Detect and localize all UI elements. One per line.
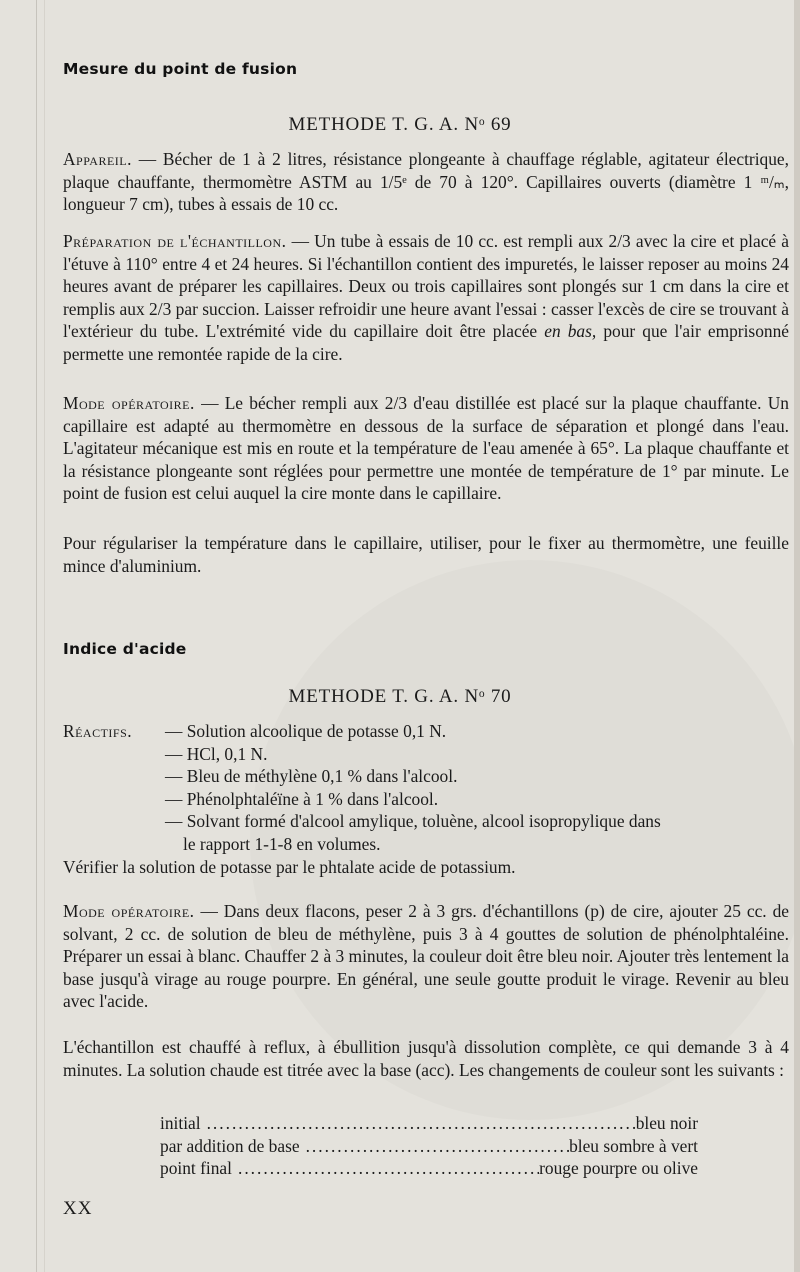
color-stage: par addition de base	[160, 1135, 300, 1156]
paragraph-label: Mode opératoire.	[63, 393, 195, 413]
paragraph-verifier	[63, 856, 789, 879]
list-item: — Solvant formé d'alcool amylique, toluène, alcool isopropylique dans	[165, 811, 661, 832]
table-row	[160, 1112, 698, 1135]
paragraph-mode-operatoire-2	[63, 900, 789, 1013]
leader-dots	[201, 1112, 636, 1135]
table-row	[160, 1157, 698, 1180]
list-item-continuation: le rapport 1-1-8 en volumes.	[183, 833, 381, 854]
method-title-69: METHODE T. G. A. Nᵒ 69	[288, 114, 512, 135]
page-edge	[794, 0, 800, 1272]
paragraph-text: — Bécher de 1 à 2 litres, résistance plongeante à chauffage réglable, agitateur électrique, plaque chauffante, thermomètre ASTM au 1/5ᵉ de 70 à 120°. Capillaires ouverts (diamètre 1 ᵐ/ₘ, longueur 7 cm), tubes à essais de 10 cc.	[63, 149, 789, 215]
color-stage: initial	[160, 1113, 201, 1133]
paragraph-text: — Un tube à essais de 10 cc. est rempli aux 2/3 avec la cire et placé à l'étuve à 110° entre 4 et 24 heures. Si l'échantillon contient des impuretés, le laisser reposer au moins 24 heures avant de préparer les capillaires. Deux ou trois capillaires sont plongés sur 1 cm dans la cire et remplis aux 2/3 par succion. Laisser refroidir une heure avant l'essai : casser l'excès de cire se trouvant à l'extérieur du tube. L'extrémité vide du capillaire doit être placée	[63, 231, 790, 342]
margin-rule	[44, 0, 45, 1272]
paragraph-text: L'échantillon est chauffé à reflux, à ébullition jusqu'à dissolution complète, ce qui demande 3 à 4 minutes. La solution chaude est titrée avec la base (acc). Les changements de couleur sont les suivants :	[63, 1037, 789, 1080]
section-heading-fusion: Mesure du point de fusion	[63, 60, 298, 78]
list-item: — HCl, 0,1 N.	[165, 743, 268, 764]
list-item: Réactifs. — Solution alcoolique de potasse 0,1 N.	[63, 721, 447, 741]
paragraph-text: pour que l'air emprisonné permette une remontée rapide de la cire.	[63, 321, 789, 364]
paragraph-text: Pour régulariser la température dans le capillaire, utiliser, pour le fixer au thermomètre, une feuille mince d'aluminium.	[63, 533, 789, 576]
margin-rule	[36, 0, 37, 1272]
paragraph-regulariser	[63, 532, 789, 577]
paragraph-label: Mode opératoire.	[63, 901, 195, 921]
paragraph-text: — Le bécher rempli aux 2/3 d'eau distillée est placé sur la plaque chauffante. Un capillaire est adapté au thermomètre en dessous de la surface de séparation et plongé dans l'eau. L'agitateur mécanique est mis en route et la température de l'eau amenée à 65°. La plaque chauffante et la résistance plongeante sont réglées pour permettre une montée de température de 1° par minute. Le point de fusion est celui auquel la cire monte dans le capillaire.	[63, 393, 789, 504]
paragraph-mode-operatoire	[63, 392, 789, 505]
method-title-70: METHODE T. G. A. Nᵒ 70	[288, 686, 512, 707]
reactifs-label: Réactifs.	[63, 721, 133, 741]
paragraph-preparation	[63, 230, 789, 366]
color-value: bleu sombre à vert	[569, 1135, 698, 1156]
color-stage: point final	[160, 1158, 232, 1179]
color-change-table	[160, 1112, 698, 1180]
leader-dots	[300, 1135, 570, 1158]
list-item: — Phénolphtaléïne à 1 % dans l'alcool.	[165, 788, 439, 809]
leader-dots	[232, 1157, 539, 1180]
paragraph-emphasis: en bas,	[544, 321, 597, 342]
section-heading-acide: Indice d'acide	[63, 640, 187, 658]
list-item: — Bleu de méthylène 0,1 % dans l'alcool.	[165, 766, 458, 787]
paragraph-appareil	[63, 148, 789, 216]
color-value: rouge pourpre ou olive	[539, 1158, 698, 1179]
paragraph-text: Vérifier la solution de potasse par le phtalate acide de potassium.	[63, 857, 516, 877]
paragraph-label: Préparation de l'échantillon.	[63, 231, 287, 251]
paragraph-reflux	[63, 1036, 789, 1081]
paragraph-label: Appareil.	[63, 149, 132, 169]
reactifs-list	[63, 720, 789, 856]
color-value: bleu noir	[635, 1113, 698, 1133]
paragraph-text: — Dans deux flacons, peser 2 à 3 grs. d'échantillons (p) de cire, ajouter 25 cc. de solvant, 2 cc. de solution de bleu de méthylène, puis 3 à 4 gouttes de solution de phénolphtaléine. Préparer un essai à blanc. Chauffer 2 à 3 minutes, la couleur doit être bleu noir. Ajouter très lentement la base jusqu'à virage au rouge pourpre. En général, une seule goutte produit le virage. Revenir au bleu avec l'acide.	[63, 901, 789, 1012]
table-row	[160, 1135, 698, 1158]
page-number: XX	[63, 1198, 93, 1219]
